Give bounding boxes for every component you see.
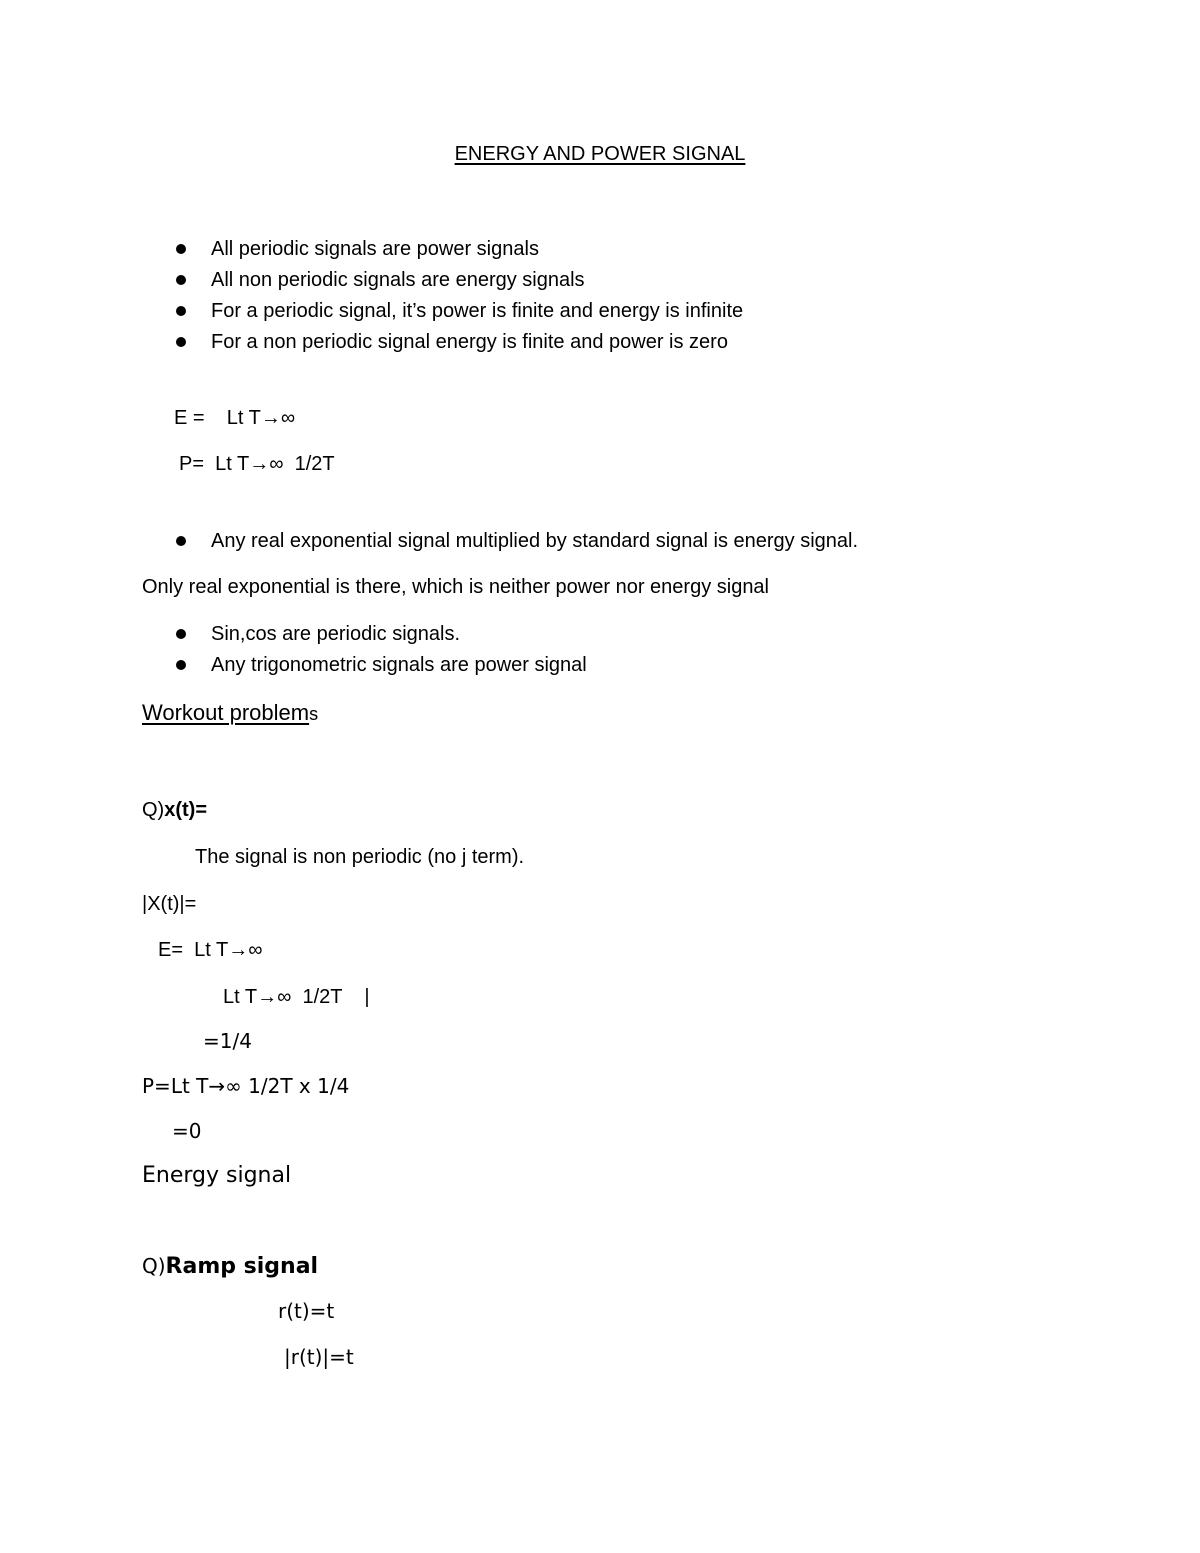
page-title: ENERGY AND POWER SIGNAL bbox=[454, 143, 746, 165]
bullet-icon bbox=[176, 306, 186, 316]
list-item: All periodic signals are power signals bbox=[170, 237, 743, 268]
power-formula: P= Lt T→∞ 1/2T bbox=[179, 453, 335, 475]
bullet-icon bbox=[176, 244, 186, 254]
bullet-icon bbox=[176, 660, 186, 670]
list-item: Any trigonometric signals are power signal bbox=[170, 653, 587, 684]
bullet-icon bbox=[176, 337, 186, 347]
workout-heading: Workout problems bbox=[142, 700, 319, 725]
q1-power-line: P=Lt T→∞ 1/2T x 1/4 bbox=[142, 1074, 350, 1098]
list-item: Any real exponential signal multiplied by standard signal is energy signal. bbox=[170, 529, 858, 560]
exponential-list bbox=[170, 529, 858, 560]
q1-energy-line: E= Lt T→∞ bbox=[158, 939, 263, 961]
q1-note: The signal is non periodic (no j term). bbox=[195, 846, 525, 868]
list-item: All non periodic signals are energy signals bbox=[170, 268, 743, 299]
question-2-label: Q)Ramp signal bbox=[142, 1254, 319, 1279]
q2-abs-line: |r(t)|=t bbox=[284, 1345, 354, 1369]
exponential-note: Only real exponential is there, which is neither power nor energy signal bbox=[142, 576, 770, 598]
q1-zero-line: =0 bbox=[172, 1119, 202, 1143]
q1-conclusion: Energy signal bbox=[142, 1163, 292, 1188]
bullet-icon bbox=[176, 629, 186, 639]
q1-limit-line: Lt T→∞ 1/2T | bbox=[223, 986, 370, 1008]
q1-result-line: =1/4 bbox=[203, 1029, 252, 1053]
list-item: For a non periodic signal energy is finite and power is zero bbox=[170, 330, 743, 361]
energy-formula: E = Lt T→∞ bbox=[174, 407, 296, 429]
question-1-label: Q)x(t)= bbox=[142, 799, 208, 821]
q2-def-line: r(t)=t bbox=[278, 1299, 335, 1323]
list-item: For a periodic signal, it’s power is finite and energy is infinite bbox=[170, 299, 743, 330]
bullet-icon bbox=[176, 536, 186, 546]
trig-list bbox=[170, 622, 587, 684]
bullet-icon bbox=[176, 275, 186, 285]
list-item: Sin,cos are periodic signals. bbox=[170, 622, 587, 653]
q1-abs-line: |X(t)|= bbox=[142, 893, 197, 915]
properties-list bbox=[170, 237, 743, 361]
